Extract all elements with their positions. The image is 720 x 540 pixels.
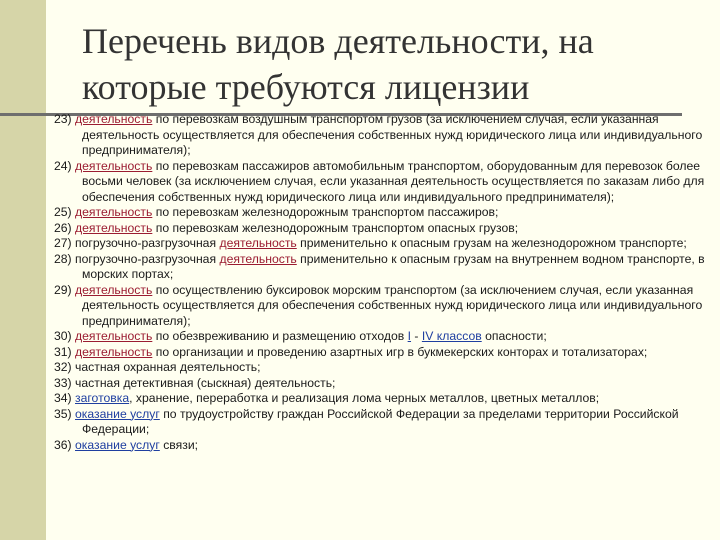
- item-link[interactable]: деятельность: [75, 282, 153, 297]
- item-link[interactable]: деятельность: [75, 220, 153, 235]
- left-decorative-band: [0, 0, 46, 540]
- list-item-30: [54, 329, 716, 345]
- item-link[interactable]: деятельность: [219, 251, 297, 266]
- item-text: -: [411, 329, 422, 343]
- item-text: связи;: [159, 437, 199, 452]
- item-text: по трудоустройству граждан Российской Федерации за пределами территории Российской Федерации;: [82, 406, 679, 436]
- class-link-iv[interactable]: IV классов: [421, 329, 482, 343]
- item-number: 29): [54, 282, 72, 297]
- list-item-36: [54, 438, 716, 454]
- item-text: по организации и проведению азартных игр в букмекерских конторах и тотализаторах;: [152, 344, 648, 359]
- item-number: 27): [54, 236, 72, 250]
- list-item-32: [54, 360, 716, 376]
- item-number: 26): [54, 220, 72, 235]
- list-item-28: [54, 252, 716, 283]
- item-link[interactable]: оказание услуг: [75, 437, 160, 452]
- item-link[interactable]: деятельность: [75, 344, 153, 359]
- item-link[interactable]: заготовка: [75, 391, 130, 405]
- item-text: опасности;: [481, 329, 547, 343]
- list-item-35: [54, 407, 716, 438]
- item-text: по перевозкам железнодорожным транспортом пассажиров;: [152, 205, 499, 219]
- item-link[interactable]: деятельность: [75, 205, 153, 219]
- item-link[interactable]: деятельность: [75, 158, 153, 173]
- class-link-i[interactable]: I: [407, 329, 412, 343]
- item-prefix: погрузочно-разгрузочная: [75, 251, 220, 266]
- item-number: 36): [54, 437, 72, 452]
- list-item-25: [54, 205, 716, 221]
- item-text: применительно к опасным грузам на железнодорожном транспорте;: [296, 236, 687, 250]
- list-item-27: [54, 236, 716, 252]
- list-item-24: [54, 159, 716, 206]
- item-text: по перевозкам железнодорожным транспортом опасных грузов;: [152, 220, 519, 235]
- item-link[interactable]: оказание услуг: [75, 406, 160, 421]
- item-link[interactable]: деятельность: [219, 236, 297, 250]
- item-link[interactable]: деятельность: [75, 112, 153, 126]
- slide-title: [82, 18, 682, 110]
- item-number: 32): [54, 360, 72, 374]
- title-line-2: которые требуются лицензии: [82, 67, 530, 107]
- item-number: 24): [54, 158, 72, 173]
- item-number: 35): [54, 406, 72, 421]
- list-item-23: [54, 112, 716, 159]
- item-prefix: погрузочно-разгрузочная: [75, 236, 220, 250]
- item-number: 34): [54, 391, 72, 405]
- item-text: частная охранная деятельность;: [75, 360, 261, 374]
- item-text: применительно к опасным грузам на внутреннем водном транспорте, в морских портах;: [82, 251, 705, 281]
- item-number: 31): [54, 344, 72, 359]
- list-item-31: [54, 345, 716, 361]
- item-text: частная детективная (сыскная) деятельность;: [75, 375, 336, 390]
- item-number: 28): [54, 251, 72, 266]
- list-item-26: [54, 221, 716, 237]
- list-item-29: [54, 283, 716, 330]
- item-text: по перевозкам воздушным транспортом грузов (за исключением случая, если указанная деятельность осуществляется для обеспечения собственных нужд юридического лица или индивидуального предпринимателя);: [82, 112, 703, 157]
- item-number: 33): [54, 375, 72, 390]
- item-text: по осуществлению буксировок морским транспортом (за исключением случая, если указанная деятельность осуществляется для обеспечения собственных нужд юридического лица или индивидуального предпринимателя);: [82, 282, 703, 328]
- title-divider-accent: [0, 113, 46, 116]
- license-list: [54, 112, 716, 453]
- item-number: 23): [54, 112, 72, 126]
- title-line-1: Перечень видов деятельности, на: [82, 21, 594, 61]
- item-link[interactable]: деятельность: [75, 329, 153, 343]
- item-number: 30): [54, 329, 72, 343]
- item-text: по перевозкам пассажиров автомобильным транспортом, оборудованным для перевозок более восьми человек (за исключением случая, если указанная деятельность осуществляется по заказам либо для обеспечения собственных нужд юридического лица или индивидуального предпринимателя);: [82, 158, 705, 204]
- list-item-34: [54, 391, 716, 407]
- list-item-33: [54, 376, 716, 392]
- item-text: по обезвреживанию и размещению отходов: [152, 329, 408, 343]
- item-text: , хранение, переработка и реализация лома черных металлов, цветных металлов;: [129, 391, 600, 405]
- item-number: 25): [54, 205, 72, 219]
